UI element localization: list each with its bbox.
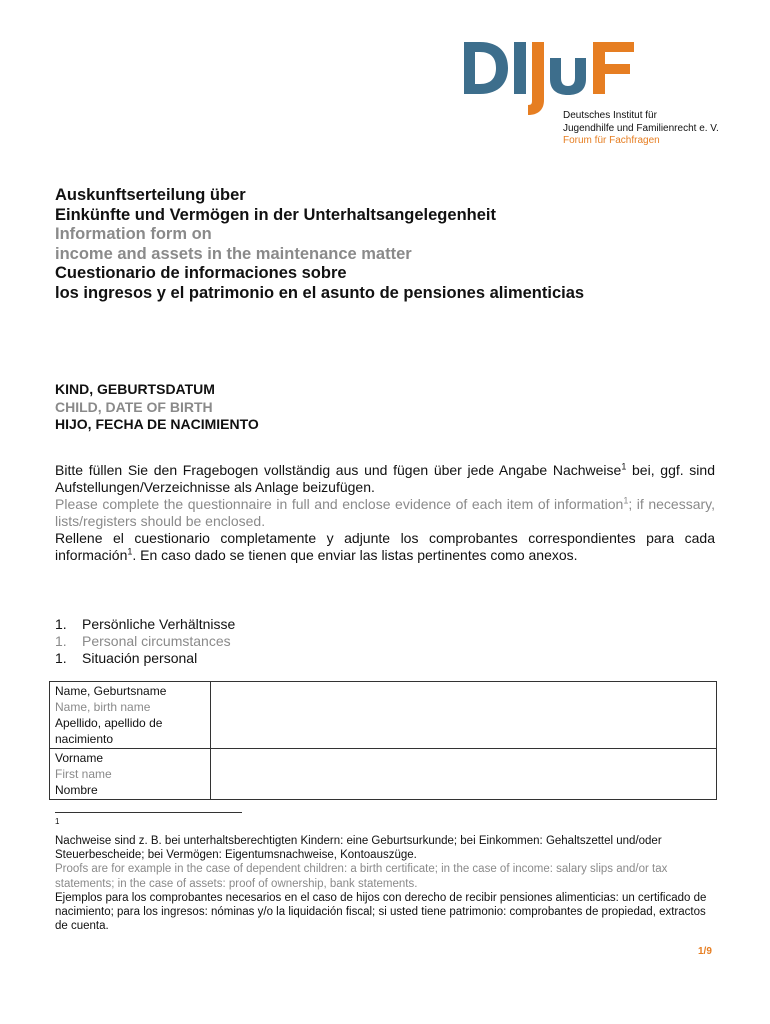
logo-line-1: Deutsches Institut für bbox=[563, 110, 657, 121]
table-row bbox=[50, 682, 717, 749]
footnote-mark: 1 bbox=[55, 817, 60, 826]
footnote-de: Nachweise sind z. B. bei unterhaltsberechtigten Kindern: eine Geburtsurkunde; bei Einkommen: Gehaltszettel und/oder Steuerbescheide; bei Vermögen: Eigentumsnachweise, Kontoauszüge. bbox=[55, 835, 662, 862]
logo-letter-i bbox=[514, 42, 526, 94]
footnote-es: Ejemplos para los comprobantes necesarios en el caso de hijos con derecho de recibir pensiones alimenticias: un certificado de nacimiento; para los ingresos: nóminas y/o la liquidación fiscal; si usted tiene patrimonio: comprobantes de propiedad, extractos de cuenta. bbox=[55, 891, 707, 933]
document-title bbox=[55, 186, 735, 304]
child-heading bbox=[55, 381, 259, 434]
title-es-2: los ingresos y el patrimonio en el asunto de pensiones alimenticias bbox=[55, 283, 585, 302]
logo-letter-j bbox=[528, 42, 544, 115]
footnote-divider bbox=[55, 812, 242, 813]
logo-letter-u bbox=[550, 58, 586, 95]
table-row bbox=[50, 749, 717, 800]
section-heading bbox=[55, 616, 235, 667]
title-es-1: Cuestionario de informaciones sobre bbox=[55, 264, 347, 283]
first-name-field[interactable] bbox=[211, 749, 717, 800]
first-name-label: Vorname First name Nombre bbox=[50, 749, 211, 800]
logo-subtitle bbox=[563, 110, 719, 148]
title-de-2: Einkünfte und Vermögen in der Unterhaltsangelegenheit bbox=[55, 205, 496, 224]
footnote-ref[interactable]: 1 bbox=[621, 461, 627, 472]
instructions-de: Bitte füllen Sie den Fragebogen vollständig aus und fügen über jede Angabe Nachweise$^1$ bei, ggf. sind Aufstellungen/Verzeichnisse als Anlage beizufügen. bbox=[55, 461, 715, 495]
footnote-ref[interactable]: 1 bbox=[623, 495, 629, 506]
page-number: 1/9 bbox=[698, 946, 712, 957]
section-heading-en: 1. Personal circumstances bbox=[55, 633, 231, 649]
personal-info-table bbox=[49, 681, 717, 800]
instructions-es: Rellene el cuestionario completamente y adjunte los comprobantes correspondientes para cada información$^1$. En caso dado se tienen que enviar las listas pertinentes como anexos. bbox=[55, 530, 715, 563]
title-en-1: Information form on bbox=[55, 225, 212, 244]
logo-letter-d bbox=[464, 42, 508, 94]
name-label: Name, Geburtsname Name, birth name Apellido, apellido de nacimiento bbox=[50, 682, 211, 749]
logo-letter-f bbox=[593, 42, 634, 94]
section-heading-es: 1. Situación personal bbox=[55, 650, 198, 666]
title-de-1: Auskunftserteilung über bbox=[55, 186, 246, 204]
logo-line-3: Forum für Fachfragen bbox=[563, 135, 660, 146]
footnote-en: Proofs are for example in the case of dependent children: a birth certificate; in the case of income: salary slips and/or tax statements; in the case of assets: proof of ownership, bank statements. bbox=[55, 863, 668, 890]
section-heading-de: 1. Persönliche Verhältnisse bbox=[55, 616, 236, 632]
child-heading-es: HIJO, FECHA DE NACIMIENTO bbox=[55, 416, 259, 432]
name-field[interactable] bbox=[211, 682, 717, 749]
instructions-en: Please complete the questionnaire in full and enclose evidence of each item of information$^1$; if necessary, lists/registers should be enclosed. bbox=[55, 495, 716, 529]
instructions bbox=[55, 462, 715, 564]
footnote-ref[interactable]: 1 bbox=[127, 546, 133, 557]
child-heading-en: CHILD, DATE OF BIRTH bbox=[55, 398, 213, 415]
child-heading-de: KIND, GEBURTSDATUM bbox=[55, 381, 215, 397]
title-en-2: income and assets in the maintenance matter bbox=[55, 244, 412, 263]
logo-line-2: Jugendhilfe und Familienrecht e. V. bbox=[563, 122, 719, 134]
dijuf-logo bbox=[462, 38, 657, 116]
footnote bbox=[55, 834, 720, 933]
